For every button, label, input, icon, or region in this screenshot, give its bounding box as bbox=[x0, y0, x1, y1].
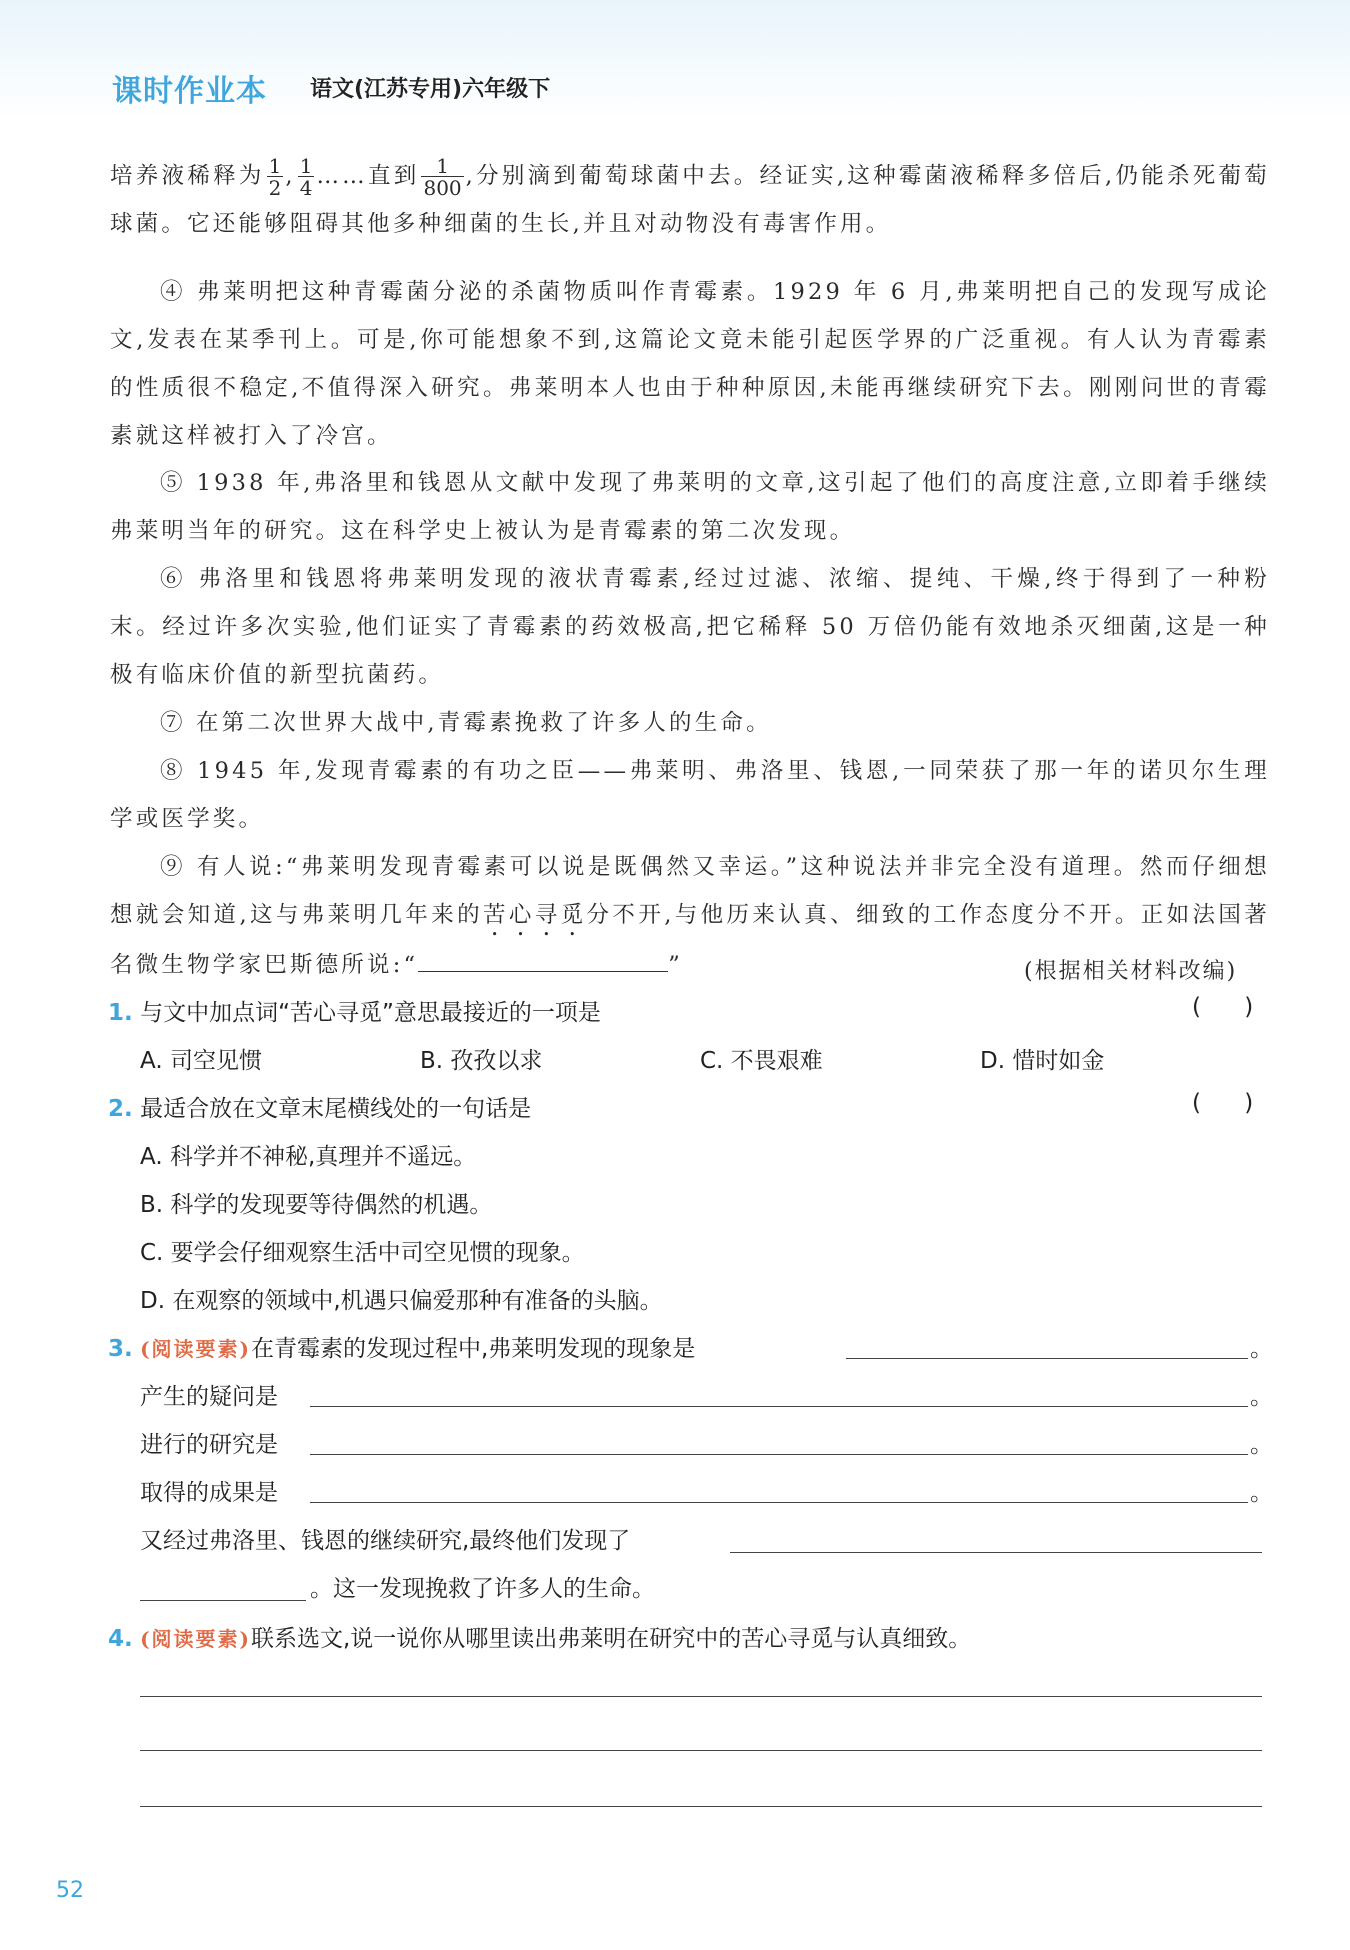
source-note: (根据相关材料改编) bbox=[1024, 959, 1238, 984]
quote-blank[interactable] bbox=[418, 950, 668, 972]
book-brand: 课时作业本 bbox=[112, 74, 267, 109]
answer-line-phenomenon[interactable] bbox=[846, 1358, 1248, 1359]
q1-option-b[interactable]: B. 孜孜以求 bbox=[420, 1048, 543, 1074]
passage-paragraph-6: ⑥ 弗洛里和钱恩将弗莱明发现的液状青霉素,经过过滤、浓缩、提纯、干燥,终于得到了一种粉末。经过许多次实验,他们证实了青霉素的药效极高,把它稀释 50 万倍仍能有效地杀灭细菌,这是一种极有临床价值的新型抗菌药。 bbox=[110, 566, 1270, 688]
question-3-doubt: 产生的疑问是 bbox=[140, 1384, 278, 1410]
answer-line-q4-2[interactable] bbox=[140, 1750, 1262, 1751]
answer-line-research[interactable] bbox=[310, 1454, 1248, 1455]
q2-option-b[interactable]: B. 科学的发现要等待偶然的机遇。 bbox=[140, 1192, 493, 1218]
q2-option-a[interactable]: A. 科学并不神秘,真理并不遥远。 bbox=[140, 1144, 477, 1170]
passage-paragraph-7: ⑦ 在第二次世界大战中,青霉素挽救了许多人的生命。 bbox=[160, 710, 772, 736]
book-subtitle: 语文(江苏专用)六年级下 bbox=[310, 77, 551, 102]
passage-paragraph-continued: 培养液稀释为 $\frac{1}{2}$ , $\frac{1}{4}$ ……直到 $\frac{1}{800}$ ,分别滴到葡萄球菌中去。经证实,这种霉菌液稀释多倍后,仍能杀死葡萄球菌。它还能够阻碍其他多种细菌的生长,并且对动物没有毒害作用。 bbox=[110, 154, 1270, 237]
passage-paragraph-4: ④ 弗莱明把这种青霉菌分泌的杀菌物质叫作青霉素。1929 年 6 月,弗莱明把自己的发现写成论文,发表在某季刊上。可是,你可能想象不到,这篇论文竟未能引起医学界的广泛重视。有人认为青霉素的性质很不稳定,不值得深入研究。弗莱明本人也由于种种原因,未能再继续研究下去。刚刚问世的青霉素就这样被打入了冷宫。 bbox=[110, 279, 1270, 449]
q1-option-c[interactable]: C. 不畏艰难 bbox=[700, 1048, 823, 1074]
fraction-half: $\frac{1}{2}$ bbox=[268, 154, 282, 200]
question-1: 1. 与文中加点词“苦心寻觅”意思最接近的一项是 bbox=[108, 1000, 601, 1026]
reading-element-tag: (阅读要素) bbox=[140, 1627, 251, 1651]
page-number: 52 bbox=[56, 1878, 84, 1903]
answer-line-doubt[interactable] bbox=[310, 1406, 1248, 1407]
answer-line-result[interactable] bbox=[310, 1502, 1248, 1503]
period-mark: 。 bbox=[1250, 1336, 1273, 1362]
question-3-discovery: 又经过弗洛里、钱恩的继续研究,最终他们发现了 bbox=[140, 1528, 631, 1554]
answer-line-q4-3[interactable] bbox=[140, 1806, 1262, 1807]
passage-paragraph-8: ⑧ 1945 年,发现青霉素的有功之臣——弗莱明、弗洛里、钱恩,一同荣获了那一年的诺贝尔生理学或医学奖。 bbox=[110, 758, 1270, 832]
question-3-research: 进行的研究是 bbox=[140, 1432, 278, 1458]
answer-line-q4-1[interactable] bbox=[140, 1696, 1262, 1697]
question-3: 3. (阅读要素)在青霉素的发现过程中,弗莱明发现的现象是 bbox=[108, 1336, 696, 1362]
period-mark: 。 bbox=[1250, 1480, 1273, 1506]
q1-option-d[interactable]: D. 惜时如金 bbox=[980, 1048, 1105, 1074]
passage-paragraph-9: ⑨ 有人说:“弗莱明发现青霉素可以说是既偶然又幸运。”这种说法并非完全没有道理。然而仔细想想就会知道,这与弗莱明几年来的苦心寻觅分不开,与他历来认真、细致的工作态度分不开。正如法国著名微生物学家巴斯德所说:“ ” bbox=[110, 854, 1270, 978]
emphasized-word: 苦心寻觅 bbox=[482, 902, 587, 928]
q2-option-d[interactable]: D. 在观察的领域中,机遇只偏爱那种有准备的头脑。 bbox=[140, 1288, 663, 1314]
answer-paren-1[interactable]: ( ) bbox=[1192, 994, 1272, 1020]
answer-line-discovery-cont[interactable] bbox=[140, 1600, 306, 1601]
passage-paragraph-5: ⑤ 1938 年,弗洛里和钱恩从文献中发现了弗莱明的文章,这引起了他们的高度注意,立即着手继续弗莱明当年的研究。这在科学史上被认为是青霉素的第二次发现。 bbox=[110, 470, 1270, 544]
question-3-conclusion: 。这一发现挽救了许多人的生命。 bbox=[310, 1576, 655, 1602]
fraction-quarter: $\frac{1}{4}$ bbox=[299, 154, 313, 200]
fraction-800th: $\frac{1}{800}$ bbox=[423, 154, 462, 200]
q2-option-c[interactable]: C. 要学会仔细观察生活中司空见惯的现象。 bbox=[140, 1240, 585, 1266]
question-2: 2. 最适合放在文章末尾横线处的一句话是 bbox=[108, 1096, 532, 1122]
period-mark: 。 bbox=[1250, 1384, 1273, 1410]
question-4: 4. (阅读要素)联系选文,说一说你从哪里读出弗莱明在研究中的苦心寻觅与认真细致。 bbox=[108, 1626, 972, 1652]
period-mark: 。 bbox=[1250, 1432, 1273, 1458]
answer-paren-2[interactable]: ( ) bbox=[1192, 1090, 1272, 1116]
answer-line-discovery[interactable] bbox=[730, 1552, 1262, 1553]
question-3-result: 取得的成果是 bbox=[140, 1480, 278, 1506]
q1-option-a[interactable]: A. 司空见惯 bbox=[140, 1048, 262, 1074]
reading-element-tag: (阅读要素) bbox=[140, 1337, 251, 1361]
